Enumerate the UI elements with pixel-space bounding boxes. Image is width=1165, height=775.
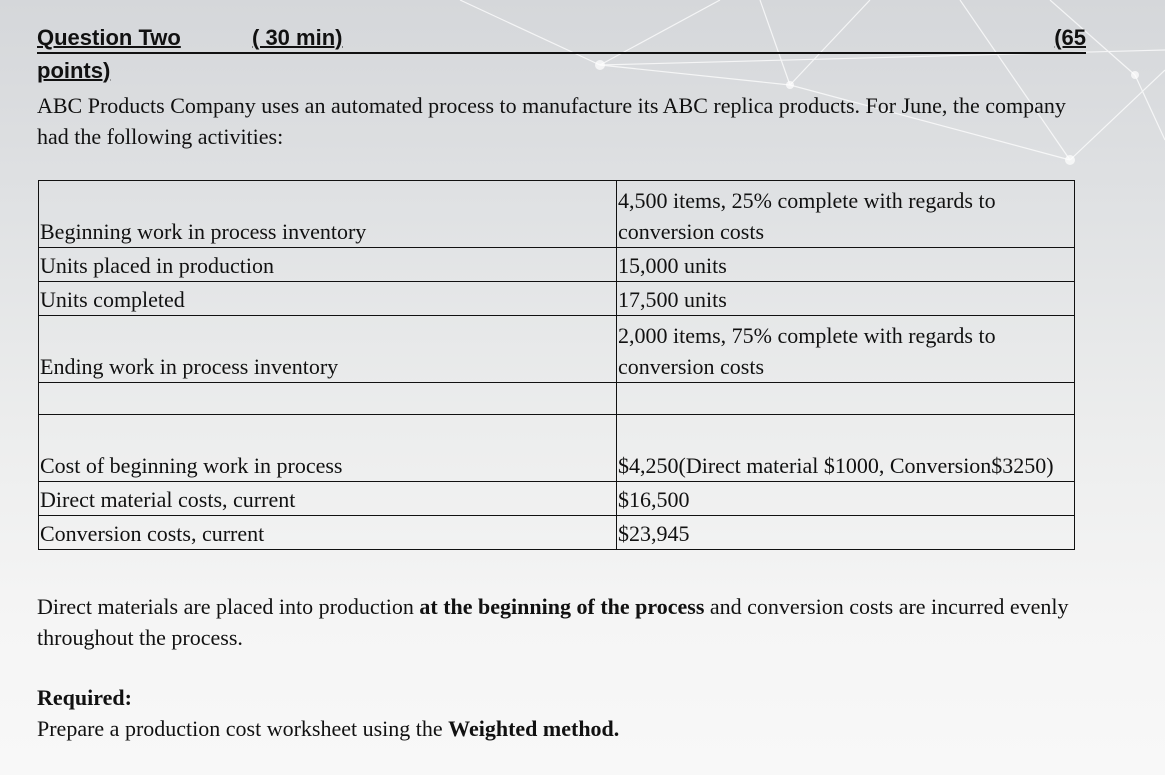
question-points: (65 (1054, 25, 1086, 50)
row-value: $23,945 (617, 516, 1075, 550)
row-value: 17,500 units (617, 282, 1075, 316)
table-row (39, 282, 1075, 316)
row-value: $16,500 (617, 482, 1075, 516)
row-value: 2,000 items, 75% complete with regards to conversion costs (617, 316, 1075, 383)
row-value: 4,500 items, 25% complete with regards to conversion costs (617, 181, 1075, 248)
row-value: $4,250(Direct material $1000, Conversion$3250) (617, 415, 1075, 482)
question-time: ( 30 min) (252, 25, 343, 50)
required-instruction (37, 713, 619, 744)
required-heading: Required: (37, 685, 132, 710)
row-value (617, 383, 1075, 415)
row-label: Ending work in process inventory (39, 316, 617, 383)
question-points-word: points) (37, 58, 111, 83)
process-text-start: Direct materials are placed into production (37, 594, 420, 619)
question-title: Question Two (37, 25, 181, 50)
intro-paragraph: ABC Products Company uses an automated process to manufacture its ABC replica products. For June, the company had the following activities: (37, 93, 1066, 149)
table-row-empty (39, 383, 1075, 415)
row-label: Units placed in production (39, 248, 617, 282)
question-header (37, 24, 1086, 54)
table-row (39, 482, 1075, 516)
method-name: Weighted method. (448, 716, 620, 741)
process-text-end: and conversion costs are incurred evenly throughout the process. (37, 594, 1069, 650)
activities-table (38, 180, 1075, 550)
row-label (39, 383, 617, 415)
row-label: Direct material costs, current (39, 482, 617, 516)
instruction-text: Prepare a production cost worksheet using the (37, 716, 449, 741)
row-label: Conversion costs, current (39, 516, 617, 550)
table-row (39, 248, 1075, 282)
table-row (39, 415, 1075, 482)
row-label: Beginning work in process inventory (39, 181, 617, 248)
process-emphasis: at the beginning of the process (419, 594, 705, 619)
row-value: 15,000 units (617, 248, 1075, 282)
table-row (39, 316, 1075, 383)
row-label: Cost of beginning work in process (39, 415, 617, 482)
table-row (39, 516, 1075, 550)
row-label: Units completed (39, 282, 617, 316)
process-paragraph (37, 591, 1097, 653)
table-row (39, 181, 1075, 248)
